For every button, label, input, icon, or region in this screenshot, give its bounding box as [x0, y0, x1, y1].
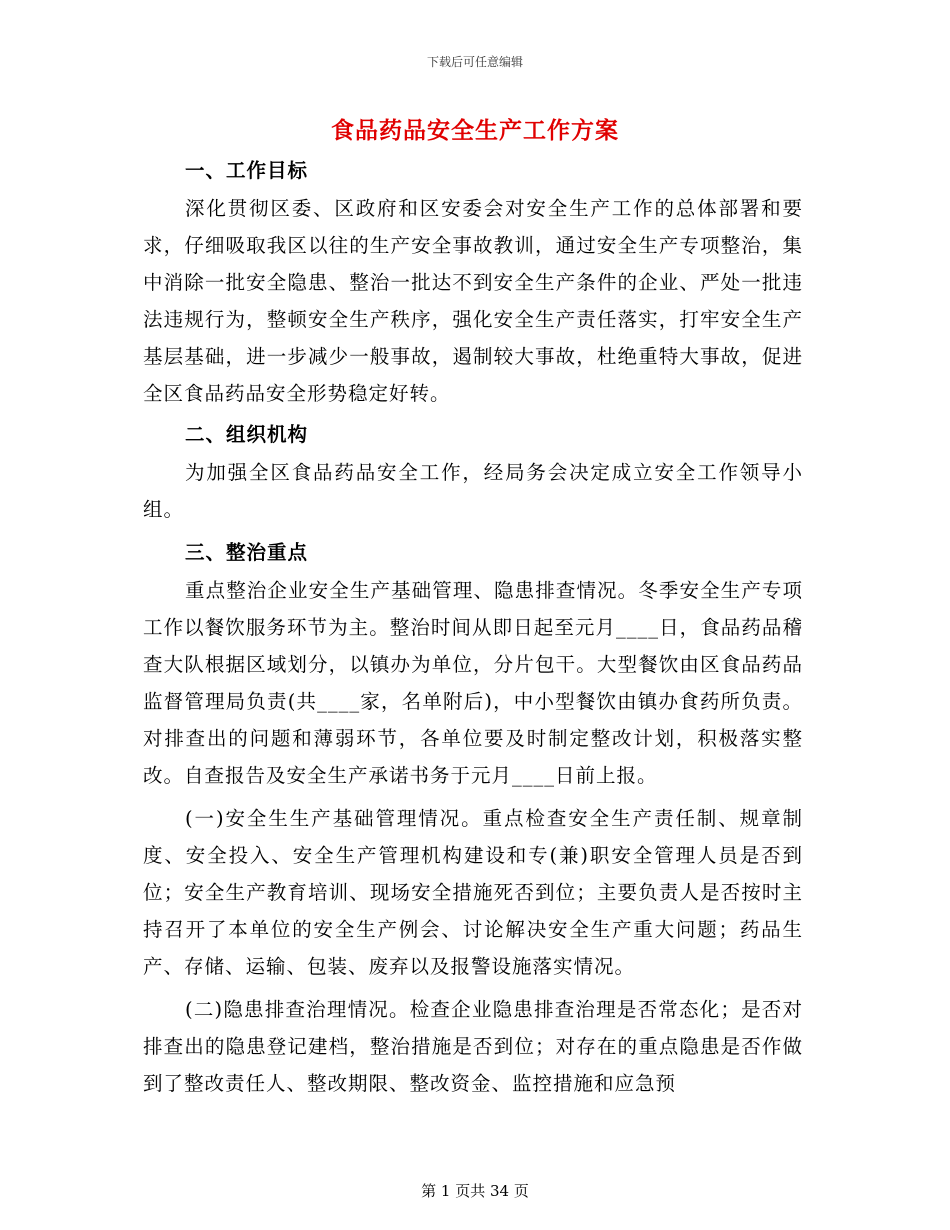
- section-heading-3: 三、整治重点: [185, 541, 309, 564]
- section-heading-2: 二、组织机构: [185, 423, 309, 446]
- document-title: 食品药品安全生产工作方案: [331, 118, 619, 144]
- header-note: 下载后可任意编辑: [426, 55, 523, 69]
- section-3-paragraph-3: (二)隐患排查治理情况。检查企业隐患排查治理是否常态化；是否对排查出的隐患登记建档，整治措施是否到位；对存在的重点隐患是否作做到了整改责任人、整改期限、整改资金、监控措施和应急预: [143, 998, 803, 1095]
- document-body: [143, 152, 803, 1102]
- section-3-paragraph-2: (一)安全生生产基础管理情况。重点检查安全生产责任制、规章制度、安全投入、安全生产管理机构建设和专(兼)职安全管理人员是否到位；安全生产教育培训、现场安全措施死否到位；主要负责人是否按时主持召开了本单位的安全生产例会、讨论解决安全生产重大问题；药品生产、存储、运输、包装、废弃以及报警设施落实情况。: [143, 807, 803, 978]
- section-2-paragraph-1: 为加强全区食品药品安全工作，经局务会决定成立安全工作领导小组。: [143, 461, 803, 521]
- section-3-paragraph-1: 重点整治企业安全生产基础管理、隐患排查情况。冬季安全生产专项工作以餐饮服务环节为主。整治时间从即日起至元月____日，食品药品稽查大队根据区域划分，以镇办为单位，分片包干。大型餐饮由区食品药品监督管理局负责(共____家，名单附后)，中小型餐饮由镇办食药所负责。对排查出的问题和薄弱环节，各单位要及时制定整改计划，积极落实整改。自查报告及安全生产承诺书务于元月____日前上报。: [143, 579, 803, 787]
- section-1-paragraph-1: 深化贯彻区委、区政府和区安委会对安全生产工作的总体部署和要求，仔细吸取我区以往的生产安全事故教训，通过安全生产专项整治，集中消除一批安全隐患、整治一批达不到安全生产条件的企业、严处一批违法违规行为，整顿安全生产秩序，强化安全生产责任落实，打牢安全生产基层基础，进一步减少一般事故，遏制较大事故，杜绝重特大事故，促进全区食品药品安全形势稳定好转。: [143, 197, 803, 405]
- page-footer: 第 1 页共 34 页: [421, 1182, 529, 1200]
- section-heading-1: 一、工作目标: [185, 159, 309, 182]
